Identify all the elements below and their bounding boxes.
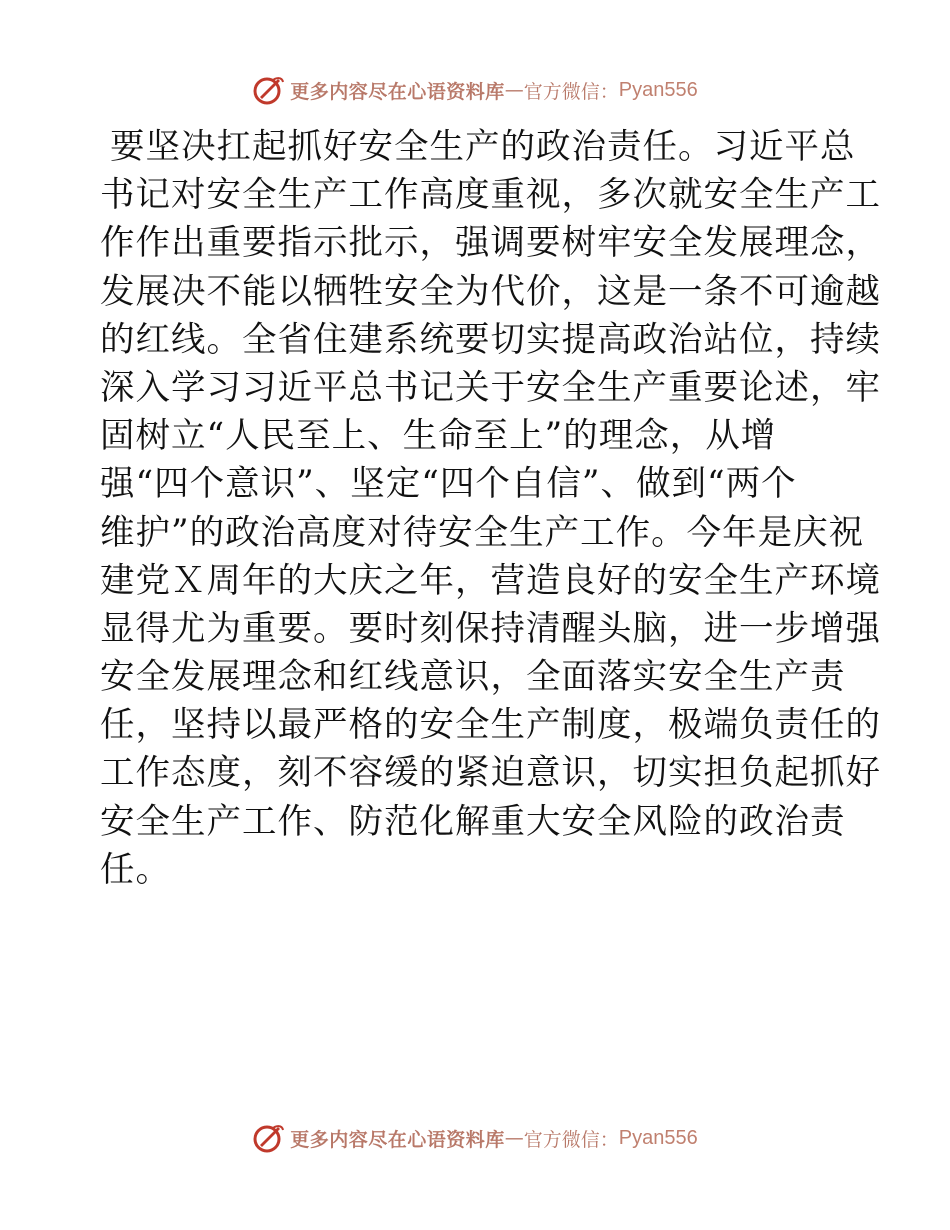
body-line: 发展决不能以牺牲安全为代价，这是一条不可逾越: [100, 271, 881, 312]
body-line: 安全生产工作、防范化解重大安全风险的政治责: [100, 801, 846, 842]
footer-banner: [0, 1120, 950, 1156]
body-line: 固树立“人民至上、生命至上”的理念，从增: [100, 416, 777, 457]
body-line: 深入学习习近平总书记关于安全生产重要论述，牢: [100, 367, 881, 408]
body-line: 书记对安全生产工作高度重视，多次就安全生产工: [100, 175, 881, 216]
document-body: [100, 123, 881, 894]
body-line: 安全发展理念和红线意识，全面落实安全生产责: [100, 657, 846, 698]
banner-site-text: 更多内容尽在心语资料库: [290, 1128, 505, 1151]
pen-logo-icon: [252, 73, 286, 107]
body-line: 任。: [100, 849, 171, 890]
banner-separator: —: [504, 79, 524, 101]
banner-wechat-id: Pyan556: [618, 78, 698, 101]
body-line: 任，坚持以最严格的安全生产制度，极端负责任的: [100, 705, 881, 746]
banner-wechat-id: Pyan556: [618, 1126, 698, 1149]
body-line: 显得尤为重要。要时刻保持清醒头脑，进一步增强: [100, 608, 881, 649]
body-line: 工作态度，刻不容缓的紧迫意识，切实担负起抓好: [100, 753, 881, 794]
banner-separator: —: [504, 1127, 524, 1149]
body-line: 的红线。全省住建系统要切实提高政治站位，持续: [100, 319, 881, 360]
body-line: 维护”的政治高度对待安全生产工作。今年是庆祝: [100, 512, 865, 553]
banner-wechat-label: 官方微信：: [523, 80, 619, 103]
body-line: 要坚决扛起抓好安全生产的政治责任。习近平总: [110, 127, 856, 167]
body-line: 建党Ｘ周年的大庆之年，营造良好的安全生产环境: [100, 560, 881, 601]
pen-logo-icon: [252, 1121, 286, 1155]
banner-site-text: 更多内容尽在心语资料库: [290, 80, 505, 103]
body-line: 强“四个意识”、坚定“四个自信”、做到“两个: [100, 464, 797, 505]
body-line: 作作出重要指示批示，强调要树牢安全发展理念，: [100, 223, 881, 264]
banner-wechat-label: 官方微信：: [523, 1128, 619, 1151]
header-banner: [0, 72, 950, 108]
